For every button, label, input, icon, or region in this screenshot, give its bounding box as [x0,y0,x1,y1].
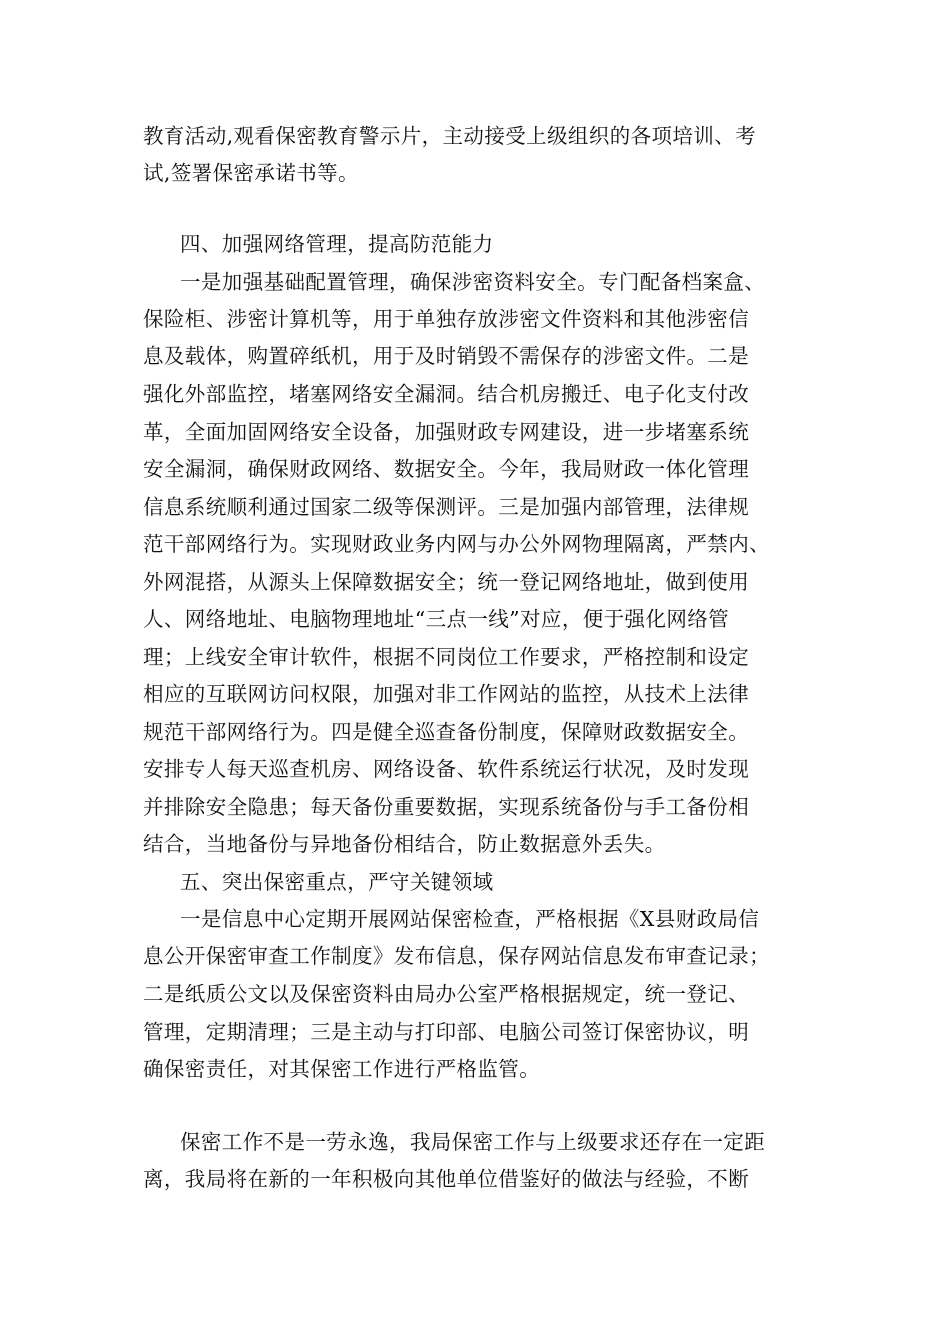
paragraph-line: 信息系统顺利通过国家二级等保测评。三是加强内部管理，法律规 [143,495,750,519]
paragraph-line: 管理，定期清理；三是主动与打印部、电脑公司签订保密协议，明 [143,1020,750,1044]
paragraph-line: 并排除安全隐患；每天备份重要数据，实现系统备份与手工备份相 [143,795,750,819]
paragraph-line: 教育活动,观看保密教育警示片，主动接受上级组织的各项培训、考 [143,124,757,148]
paragraph-line: 结合，当地备份与异地备份相结合，防止数据意外丢失。 [143,832,666,856]
paragraph-line: 离，我局将在新的一年积极向其他单位借鉴好的做法与经验，不断 [143,1167,750,1191]
paragraph-line: 强化外部监控，堵塞网络安全漏洞。结合机房搬迁、电子化支付改 [143,382,750,406]
paragraph-line: 相应的互联网访问权限，加强对非工作网站的监控，从技术上法律 [143,682,750,706]
section-heading: 五、突出保密重点，严守关键领域 [180,870,494,894]
paragraph-line: 息及载体，购置碎纸机，用于及时销毁不需保存的涉密文件。二是 [143,344,750,368]
paragraph-line: 息公开保密审查工作制度》发布信息，保存网站信息发布审查记录； [143,944,770,968]
paragraph-line: 人、网络地址、电脑物理地址“三点一线”对应，便于强化网络管 [143,607,730,631]
paragraph-line: 规范干部网络行为。四是健全巡查备份制度，保障财政数据安全。 [143,720,750,744]
paragraph-line: 二是纸质公文以及保密资料由局办公室严格根据规定，统一登记、 [143,982,750,1006]
paragraph-line: 安排专人每天巡查机房、网络设备、软件系统运行状况，及时发现 [143,757,750,781]
paragraph-line: 保密工作不是一劳永逸，我局保密工作与上级要求还存在一定距 [180,1130,766,1154]
paragraph-line: 一是加强基础配置管理，确保涉密资料安全。专门配备档案盒、 [180,270,766,294]
paragraph-line: 范干部网络行为。实现财政业务内网与办公外网物理隔离，严禁内、 [143,532,770,556]
paragraph-line: 理；上线安全审计软件，根据不同岗位工作要求，严格控制和设定 [143,645,750,669]
paragraph-line: 保险柜、涉密计算机等，用于单独存放涉密文件资料和其他涉密信 [143,307,750,331]
paragraph-line: 外网混搭，从源头上保障数据安全；统一登记网络地址，做到使用 [143,570,750,594]
section-heading: 四、加强网络管理，提高防范能力 [180,232,494,256]
paragraph-line: 一是信息中心定期开展网站保密检查，严格根据《X县财政局信 [180,907,760,931]
paragraph-line: 革，全面加固网络安全设备，加强财政专网建设，进一步堵塞系统 [143,420,750,444]
paragraph-line: 安全漏洞，确保财政网络、数据安全。今年，我局财政一体化管理 [143,457,750,481]
paragraph-line: 试,签署保密承诺书等。 [143,161,359,185]
paragraph-line: 确保密责任，对其保密工作进行严格监管。 [143,1057,541,1081]
